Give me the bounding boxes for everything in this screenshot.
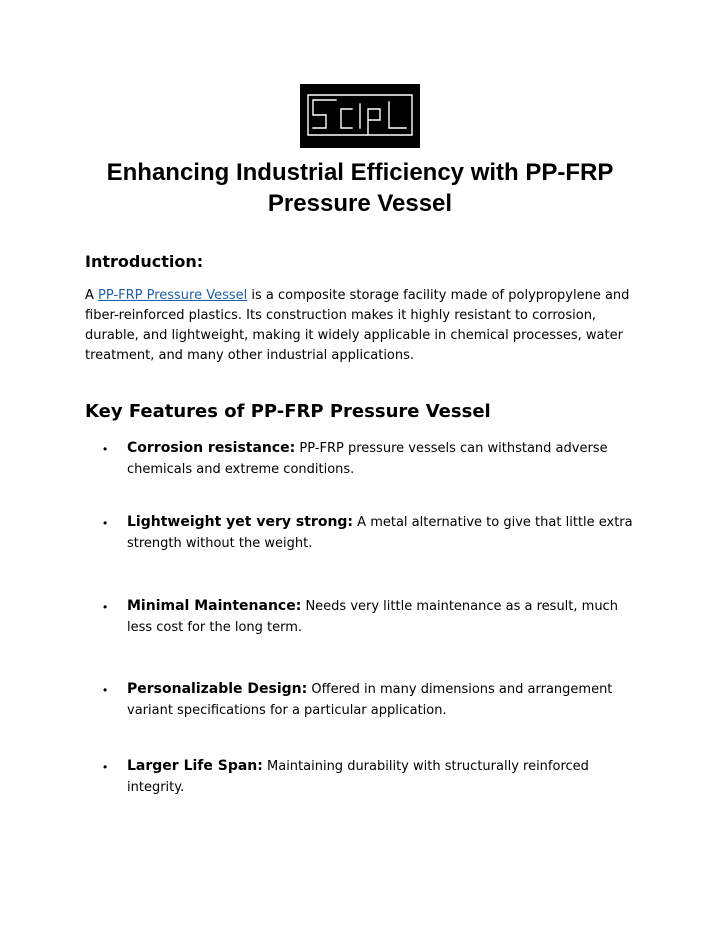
feature-text [127, 756, 639, 798]
feature-description: A metal alternative to give that little extra strength without the weight. [127, 515, 633, 551]
pp-frp-pressure-vessel-link[interactable]: PP-FRP Pressure Vessel [98, 288, 248, 303]
bullet-icon: • [103, 516, 108, 530]
page-title: Enhancing Industrial Efficiency with PP-FRP Pressure Vessel [106, 159, 614, 217]
feature-term: Larger Life Span: [127, 758, 263, 774]
bullet-icon: • [103, 683, 108, 697]
scipl-logo-mark [300, 84, 420, 148]
feature-description: Maintaining durability with structurally reinforced integrity. [127, 759, 589, 795]
feature-text [127, 596, 639, 638]
feature-text [127, 512, 639, 554]
scipl-logo [300, 84, 420, 148]
feature-description: PP-FRP pressure vessels can withstand adverse chemicals and extreme conditions. [127, 441, 608, 477]
feature-text [127, 438, 639, 480]
feature-term: Minimal Maintenance: [127, 598, 302, 614]
feature-term: Corrosion resistance: [127, 440, 296, 456]
feature-term: Lightweight yet very strong: [127, 514, 354, 530]
feature-description: Needs very little maintenance as a result, much less cost for the long term. [127, 599, 618, 635]
feature-description: Offered in many dimensions and arrangement variant specifications for a particular application. [127, 682, 613, 718]
bullet-icon: • [103, 600, 108, 614]
introduction-paragraph [85, 286, 645, 366]
introduction-body: is a composite storage facility made of polypropylene and fiber-reinforced plastics. Its construction makes it highly resistant to corrosion, durable, and lightweight, making it widely applicable in chemical processes, water treatment, and many other industrial applications. [85, 288, 630, 363]
feature-term: Personalizable Design: [127, 681, 308, 697]
feature-text [127, 679, 639, 721]
introduction-heading: Introduction: [85, 252, 204, 271]
introduction-prefix: A [85, 288, 99, 303]
key-features-heading: Key Features of PP-FRP Pressure Vessel [85, 401, 491, 422]
bullet-icon: • [103, 442, 108, 456]
bullet-icon: • [103, 760, 108, 774]
